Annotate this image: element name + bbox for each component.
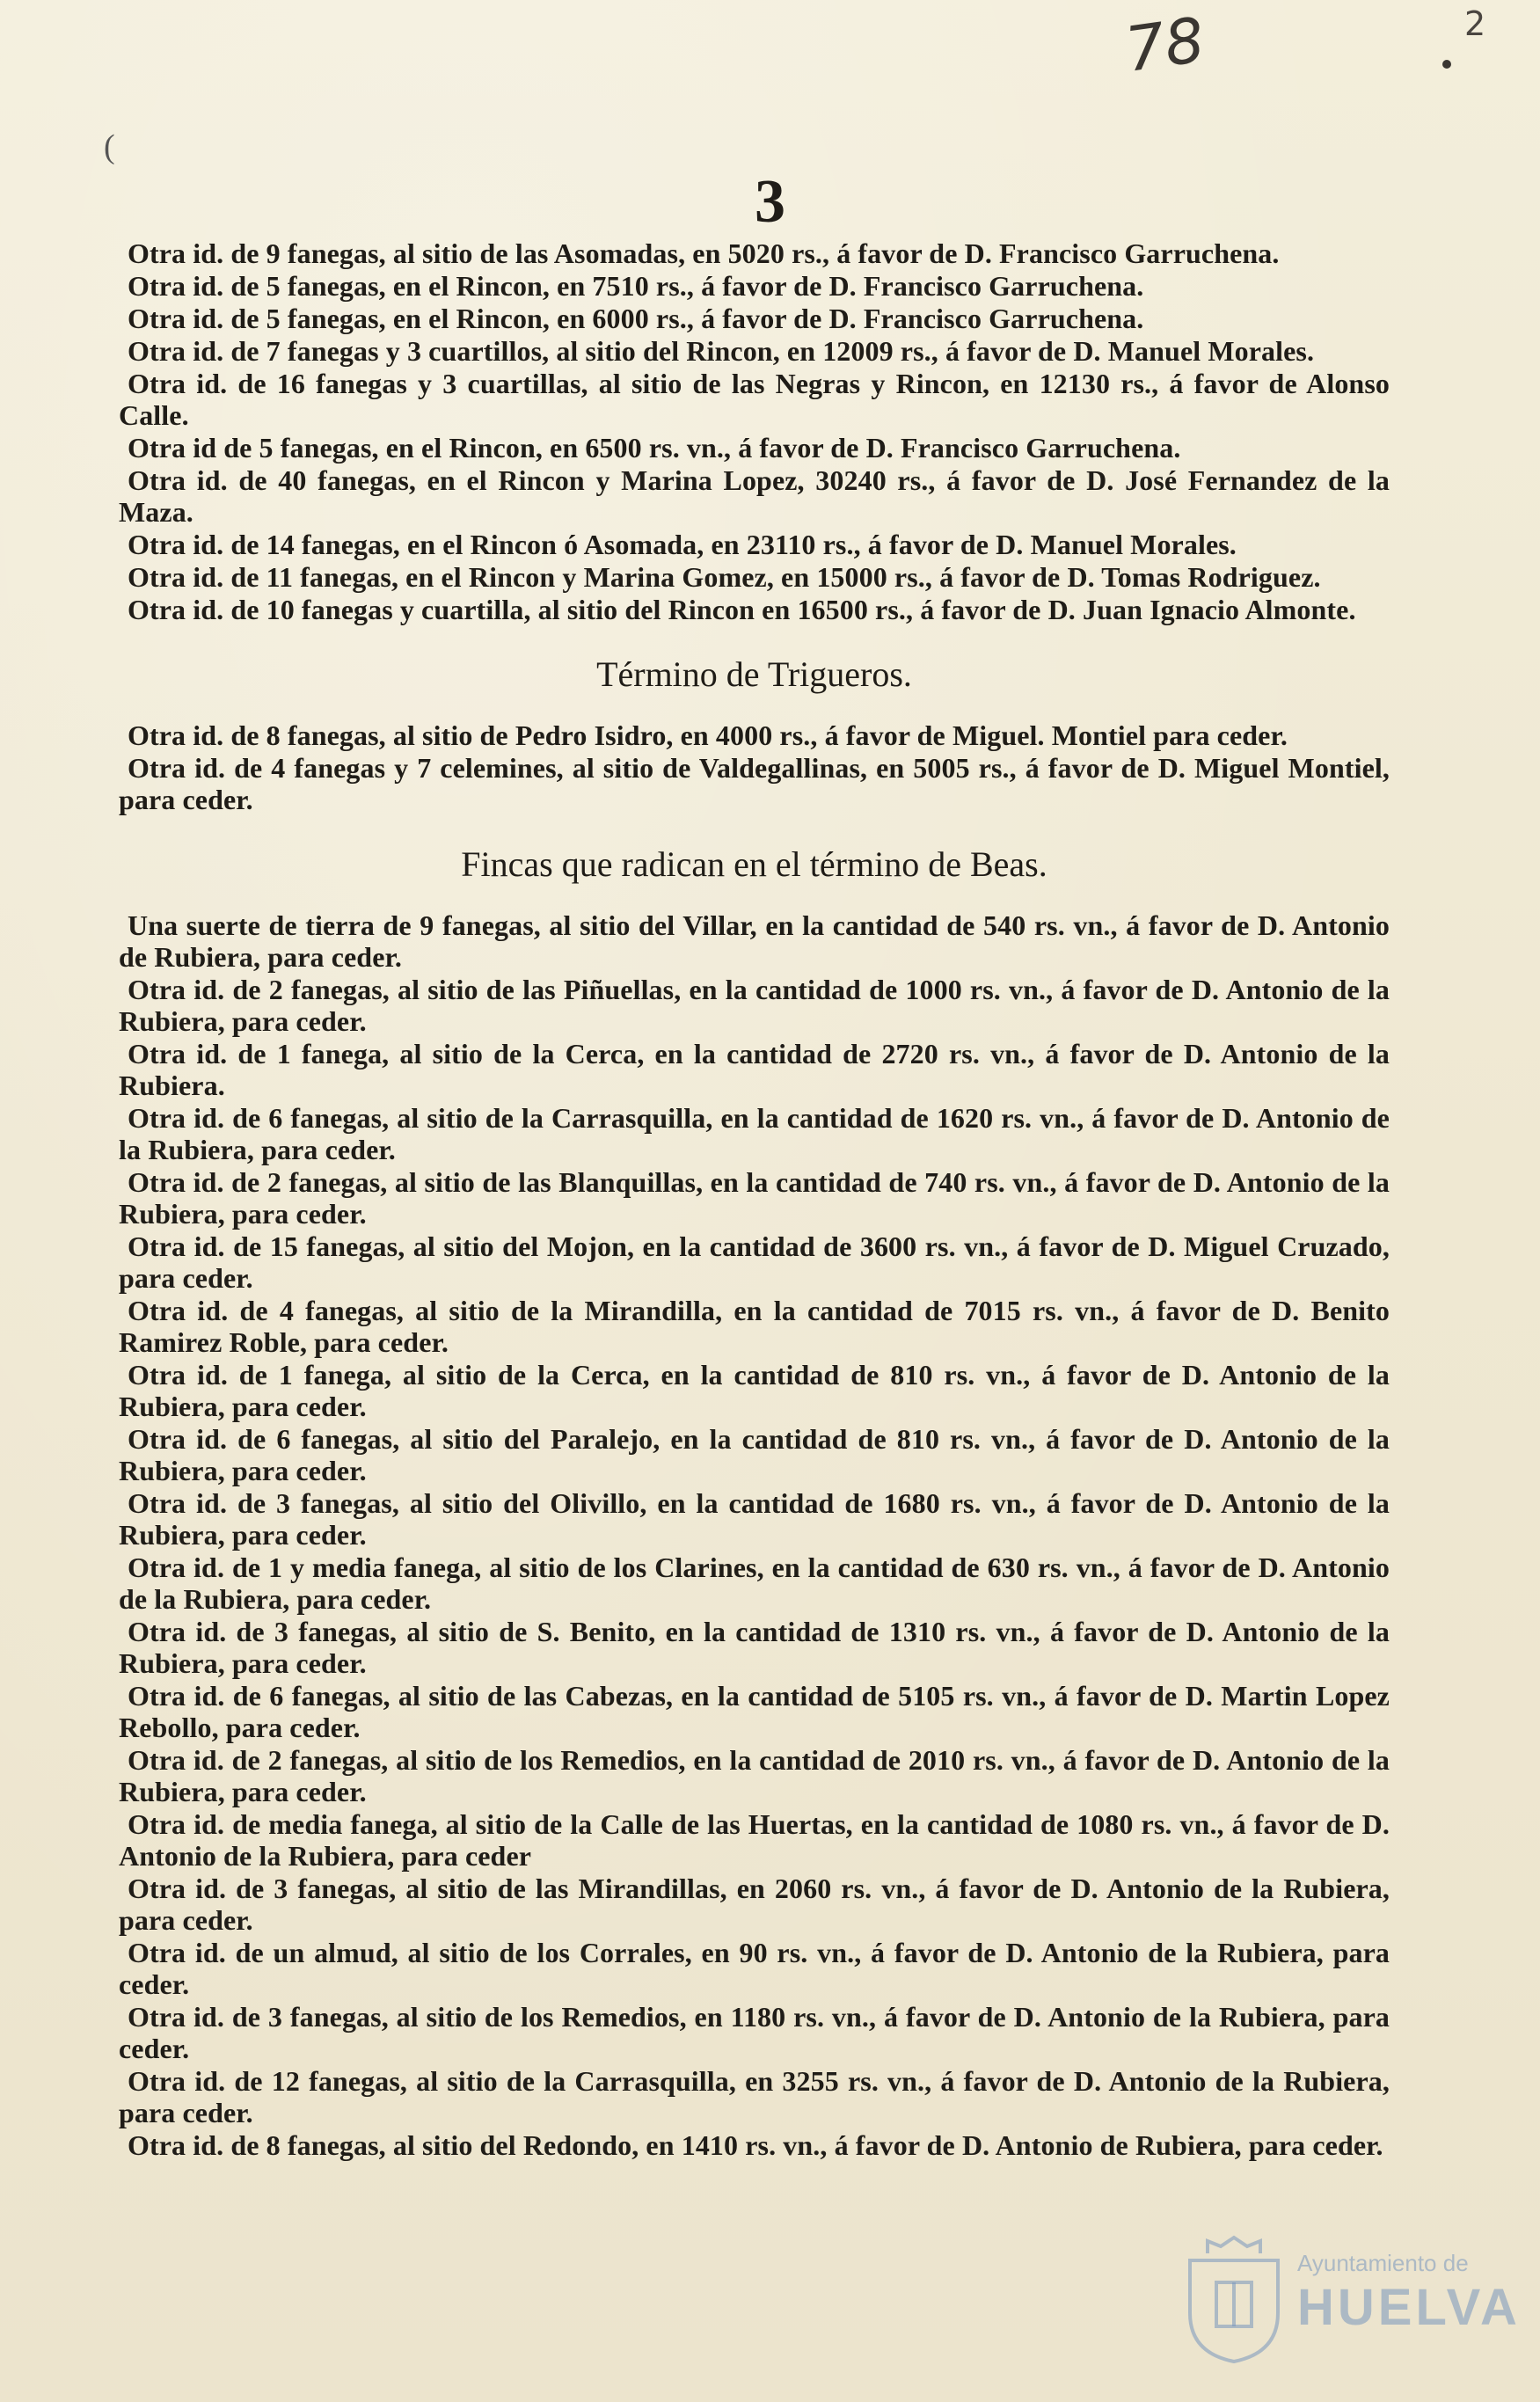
entry-paragraph: Otra id. de 14 fanegas, en el Rincon ó Asomada, en 23110 rs., á favor de D. Manuel Morales. xyxy=(128,529,1237,560)
entry-paragraph: Otra id. de 11 fanegas, en el Rincon y Marina Gomez, en 15000 rs., á favor de D. Tomas Rodriguez. xyxy=(128,561,1321,593)
entry-paragraph: Otra id. de 6 fanegas, al sitio de las Cabezas, en la cantidad de 5105 rs. vn., á favor de D. Martin Lopez Rebollo, para ceder. xyxy=(119,1680,1390,1743)
handwritten-page-note: 78 xyxy=(1120,4,1209,86)
entry-paragraph: Otra id. de 3 fanegas, al sitio del Olivillo, en la cantidad de 1680 rs. vn., á favor de D. Antonio de la Rubiera, para ceder. xyxy=(119,1487,1390,1551)
entry-paragraph: Otra id. de 2 fanegas, al sitio de las Piñuellas, en la cantidad de 1000 rs. vn., á favor de D. Antonio de la Rubiera, para ceder. xyxy=(119,974,1390,1037)
entry-paragraph: Otra id. de 2 fanegas, al sitio de las Blanquillas, en la cantidad de 740 rs. vn., á favor de D. Antonio de la Rubiera, para ceder. xyxy=(119,1166,1390,1230)
entry-paragraph: Otra id. de 5 fanegas, en el Rincon, en 7510 rs., á favor de D. Francisco Garruchena. xyxy=(128,270,1144,302)
huelva-shield-icon xyxy=(1181,2234,1287,2366)
section-beas xyxy=(119,909,1390,2161)
heading-trigueros: Término de Trigueros. xyxy=(596,654,912,694)
entry-paragraph: Otra id. de 6 fanegas, al sitio de la Carrasquilla, en la cantidad de 1620 rs. vn., á favor de D. Antonio de la Rubiera, para ceder. xyxy=(119,1102,1390,1165)
entry-paragraph: Otra id. de 15 fanegas, al sitio del Mojon, en la cantidad de 3600 rs. vn., á favor de D. Miguel Cruzado, para ceder. xyxy=(119,1230,1390,1294)
ink-dot xyxy=(1442,60,1451,69)
entry-paragraph: Otra id. de 1 fanega, al sitio de la Cerca, en la cantidad de 2720 rs. vn., á favor de D. Antonio de la Rubiera. xyxy=(119,1038,1390,1101)
watermark-city: HUELVA xyxy=(1297,2279,1521,2336)
section-block-1 xyxy=(119,237,1390,625)
entry-paragraph: Una suerte de tierra de 9 fanegas, al sitio del Villar, en la cantidad de 540 rs. vn., á favor de D. Antonio de Rubiera, para ceder. xyxy=(119,909,1390,973)
document-body xyxy=(119,237,1390,2162)
heading-beas: Fincas que radican en el término de Beas. xyxy=(461,844,1047,884)
entry-paragraph: Otra id. de 12 fanegas, al sitio de la Carrasquilla, en 3255 rs. vn., á favor de D. Antonio de la Rubiera, para ceder. xyxy=(119,2065,1390,2128)
page-number: 3 xyxy=(755,168,785,236)
entry-paragraph: Otra id. de 6 fanegas, al sitio del Paralejo, en la cantidad de 810 rs. vn., á favor de D. Antonio de la Rubiera, para ceder. xyxy=(119,1423,1390,1486)
entry-paragraph: Otra id. de 3 fanegas, al sitio de S. Benito, en la cantidad de 1310 rs. vn., á favor de D. Antonio de la Rubiera, para ceder. xyxy=(119,1616,1390,1679)
entry-paragraph: Otra id. de 4 fanegas y 7 celemines, al sitio de Valdegallinas, en 5005 rs., á favor de D. Miguel Montiel, para ceder. xyxy=(119,752,1390,815)
entry-paragraph: Otra id. de 16 fanegas y 3 cuartillas, al sitio de las Negras y Rincon, en 12130 rs., á favor de Alonso Calle. xyxy=(119,368,1390,431)
entry-paragraph: Otra id. de 40 fanegas, en el Rincon y Marina Lopez, 30240 rs., á favor de D. José Fernandez de la Maza. xyxy=(119,464,1390,528)
entry-paragraph: Otra id. de media fanega, al sitio de la Calle de las Huertas, en la cantidad de 1080 rs. vn., á favor de D. Antonio de la Rubiera, para ceder xyxy=(119,1808,1390,1872)
entry-paragraph: Otra id. de 8 fanegas, al sitio del Redondo, en 1410 rs. vn., á favor de D. Antonio de Rubiera, para ceder. xyxy=(128,2129,1383,2161)
entry-paragraph: Otra id. de 7 fanegas y 3 cuartillos, al sitio del Rincon, en 12009 rs., á favor de D. Manuel Morales. xyxy=(128,335,1315,367)
corner-mark: 2 xyxy=(1464,4,1486,43)
entry-paragraph: Otra id. de 10 fanegas y cuartilla, al sitio del Rincon en 16500 rs., á favor de D. Juan Ignacio Almonte. xyxy=(128,594,1356,625)
entry-paragraph: Otra id de 5 fanegas, en el Rincon, en 6500 rs. vn., á favor de D. Francisco Garruchena. xyxy=(128,432,1181,464)
entry-paragraph: Otra id. de 8 fanegas, al sitio de Pedro Isidro, en 4000 rs., á favor de Miguel. Montiel para ceder. xyxy=(128,719,1288,751)
watermark-label: Ayuntamiento de xyxy=(1297,2250,1469,2276)
margin-mark: ( xyxy=(104,128,115,165)
section-trigueros xyxy=(119,719,1390,815)
archive-watermark xyxy=(1174,2234,1521,2384)
entry-paragraph: Otra id. de 5 fanegas, en el Rincon, en 6000 rs., á favor de D. Francisco Garruchena. xyxy=(128,303,1144,334)
entry-paragraph: Otra id. de 4 fanegas, al sitio de la Mirandilla, en la cantidad de 7015 rs. vn., á favor de D. Benito Ramirez Roble, para ceder. xyxy=(119,1295,1390,1358)
entry-paragraph: Otra id. de 3 fanegas, al sitio de las Mirandillas, en 2060 rs. vn., á favor de D. Antonio de la Rubiera, para ceder. xyxy=(119,1873,1390,1936)
entry-paragraph: Otra id. de 1 fanega, al sitio de la Cerca, en la cantidad de 810 rs. vn., á favor de D. Antonio de la Rubiera, para ceder. xyxy=(119,1359,1390,1422)
entry-paragraph: Otra id. de 9 fanegas, al sitio de las Asomadas, en 5020 rs., á favor de D. Francisco Garruchena. xyxy=(128,237,1280,269)
entry-paragraph: Otra id. de 1 y media fanega, al sitio de los Clarines, en la cantidad de 630 rs. vn., á favor de D. Antonio de la Rubiera, para ceder. xyxy=(119,1551,1390,1615)
entry-paragraph: Otra id. de 2 fanegas, al sitio de los Remedios, en la cantidad de 2010 rs. vn., á favor de D. Antonio de la Rubiera, para ceder. xyxy=(119,1744,1390,1807)
entry-paragraph: Otra id. de un almud, al sitio de los Corrales, en 90 rs. vn., á favor de D. Antonio de la Rubiera, para ceder. xyxy=(119,1937,1390,2000)
entry-paragraph: Otra id. de 3 fanegas, al sitio de los Remedios, en 1180 rs. vn., á favor de D. Antonio de la Rubiera, para ceder. xyxy=(119,2001,1390,2064)
